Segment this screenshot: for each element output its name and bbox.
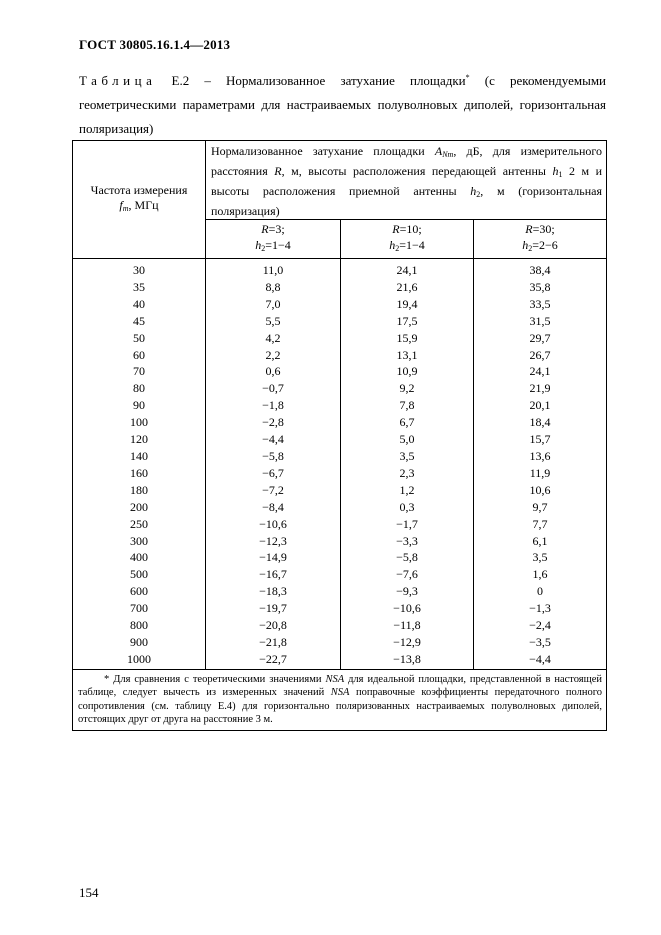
nsa-value-cell: −12,9 bbox=[341, 634, 474, 651]
frequency-cell: 35 bbox=[73, 279, 206, 296]
page-number: 154 bbox=[79, 885, 99, 900]
nsa-value-cell: 19,4 bbox=[341, 296, 474, 313]
nsa-value-cell: −8,4 bbox=[206, 499, 341, 516]
nsa-value-cell: 1,2 bbox=[341, 482, 474, 499]
caption-rest-3: горизонтальная поляризация) bbox=[79, 97, 606, 136]
nsa-value-cell: −18,3 bbox=[206, 583, 341, 600]
nsa-value-cell: 3,5 bbox=[341, 448, 474, 465]
table-row bbox=[73, 549, 607, 566]
nsa-value-cell: −5,8 bbox=[341, 549, 474, 566]
nsa-value-cell: 38,4 bbox=[474, 259, 607, 279]
table-row bbox=[73, 600, 607, 617]
caption-label: Таблица bbox=[79, 73, 157, 88]
table-row bbox=[73, 380, 607, 397]
nsa-value-cell: 7,8 bbox=[341, 397, 474, 414]
nsa-value-cell: −9,3 bbox=[341, 583, 474, 600]
frequency-cell: 800 bbox=[73, 617, 206, 634]
nsa-value-cell: 13,1 bbox=[341, 347, 474, 364]
nsa-value-cell: −21,8 bbox=[206, 634, 341, 651]
nsa-value-cell: −10,6 bbox=[341, 600, 474, 617]
nsa-value-cell: 9,7 bbox=[474, 499, 607, 516]
frequency-cell: 30 bbox=[73, 259, 206, 279]
nsa-value-cell: 10,9 bbox=[341, 363, 474, 380]
frequency-cell: 40 bbox=[73, 296, 206, 313]
table-row bbox=[73, 482, 607, 499]
nsa-value-cell: −3,5 bbox=[474, 634, 607, 651]
frequency-cell: 500 bbox=[73, 566, 206, 583]
nsa-value-cell: 15,9 bbox=[341, 330, 474, 347]
nsa-value-cell: −1,3 bbox=[474, 600, 607, 617]
table-row bbox=[73, 347, 607, 364]
nsa-value-cell: 15,7 bbox=[474, 431, 607, 448]
nsa-value-cell: −1,7 bbox=[341, 516, 474, 533]
nsa-value-cell: 11,9 bbox=[474, 465, 607, 482]
nsa-value-cell: −19,7 bbox=[206, 600, 341, 617]
table-body bbox=[73, 259, 607, 670]
nsa-value-cell: 31,5 bbox=[474, 313, 607, 330]
nsa-value-cell: 11,0 bbox=[206, 259, 341, 279]
nsa-value-cell: 24,1 bbox=[341, 259, 474, 279]
frequency-cell: 300 bbox=[73, 533, 206, 550]
frequency-cell: 1000 bbox=[73, 651, 206, 669]
nsa-value-cell: 7,7 bbox=[474, 516, 607, 533]
nsa-value-cell: −0,7 bbox=[206, 380, 341, 397]
frequency-cell: 90 bbox=[73, 397, 206, 414]
nsa-value-cell: −20,8 bbox=[206, 617, 341, 634]
nsa-value-cell: 29,7 bbox=[474, 330, 607, 347]
nsa-value-cell: 0 bbox=[474, 583, 607, 600]
table-row bbox=[73, 448, 607, 465]
nsa-value-cell: 18,4 bbox=[474, 414, 607, 431]
nsa-value-cell: −12,3 bbox=[206, 533, 341, 550]
caption-footnote-mark: * bbox=[465, 73, 470, 82]
frequency-cell: 160 bbox=[73, 465, 206, 482]
nsa-value-cell: −4,4 bbox=[206, 431, 341, 448]
frequency-cell: 70 bbox=[73, 363, 206, 380]
nsa-value-cell: 9,2 bbox=[341, 380, 474, 397]
caption-rest-2: геометрическими параметрами для настраиваемых полуволновых диполей, bbox=[79, 97, 514, 112]
nsa-value-cell: −22,7 bbox=[206, 651, 341, 669]
nsa-value-cell: 10,6 bbox=[474, 482, 607, 499]
nsa-value-cell: 8,8 bbox=[206, 279, 341, 296]
frequency-cell: 250 bbox=[73, 516, 206, 533]
table-row bbox=[73, 499, 607, 516]
table-row bbox=[73, 259, 607, 279]
nsa-value-cell: 33,5 bbox=[474, 296, 607, 313]
table-row bbox=[73, 431, 607, 448]
caption-dash: – bbox=[204, 73, 211, 88]
caption-number: E.2 bbox=[171, 73, 190, 88]
frequency-cell: 100 bbox=[73, 414, 206, 431]
nsa-value-cell: 5,0 bbox=[341, 431, 474, 448]
table-caption bbox=[79, 66, 606, 141]
nsa-value-cell: −3,3 bbox=[341, 533, 474, 550]
nsa-value-cell: 17,5 bbox=[341, 313, 474, 330]
nsa-value-cell: 5,5 bbox=[206, 313, 341, 330]
table-row bbox=[73, 414, 607, 431]
table-footnote: * Для сравнения с теоретическими значениями NSA для идеальной площадки, представленной в настоящей таблице, следует вычесть из измеренных значений NSA поправочные коэффициенты передаточного полного сопротивления (см. таблицу E.4) для горизонтально поляризованных настраиваемых полуволновых диполей, отстоящих друг от друга на расстояние 3 м. bbox=[73, 669, 607, 730]
nsa-value-cell: 13,6 bbox=[474, 448, 607, 465]
nsa-value-cell: 24,1 bbox=[474, 363, 607, 380]
table-row bbox=[73, 313, 607, 330]
nsa-value-cell: 35,8 bbox=[474, 279, 607, 296]
subheader-r10: R=10; $h_2=1-4$ bbox=[341, 220, 474, 259]
nsa-value-cell: 2,3 bbox=[341, 465, 474, 482]
nsa-value-cell: 20,1 bbox=[474, 397, 607, 414]
frequency-cell: 140 bbox=[73, 448, 206, 465]
table-row bbox=[73, 617, 607, 634]
nsa-value-cell: 7,0 bbox=[206, 296, 341, 313]
table-row bbox=[73, 397, 607, 414]
table-row bbox=[73, 363, 607, 380]
nsa-value-cell: 4,2 bbox=[206, 330, 341, 347]
frequency-cell: 700 bbox=[73, 600, 206, 617]
frequency-cell: 400 bbox=[73, 549, 206, 566]
nsa-value-cell: −2,4 bbox=[474, 617, 607, 634]
nsa-value-cell: −6,7 bbox=[206, 465, 341, 482]
nsa-value-cell: 2,2 bbox=[206, 347, 341, 364]
frequency-cell: 180 bbox=[73, 482, 206, 499]
nsa-table bbox=[72, 140, 607, 731]
nsa-value-cell: 21,9 bbox=[474, 380, 607, 397]
frequency-cell: 200 bbox=[73, 499, 206, 516]
frequency-cell: 45 bbox=[73, 313, 206, 330]
frequency-cell: 50 bbox=[73, 330, 206, 347]
table-row bbox=[73, 651, 607, 669]
nsa-value-cell: −16,7 bbox=[206, 566, 341, 583]
table-row bbox=[73, 465, 607, 482]
caption-rest-1: (с рекомендуемыми bbox=[484, 73, 607, 88]
nsa-value-cell: −11,8 bbox=[341, 617, 474, 634]
nsa-value-cell: −4,4 bbox=[474, 651, 607, 669]
nsa-value-cell: −7,2 bbox=[206, 482, 341, 499]
table-row bbox=[73, 296, 607, 313]
nsa-value-cell: 1,6 bbox=[474, 566, 607, 583]
document-header: ГОСТ 30805.16.1.4—2013 bbox=[79, 37, 231, 52]
subheader-r3: R=3; $h_2=1-4$ bbox=[206, 220, 341, 259]
nsa-value-cell: 21,6 bbox=[341, 279, 474, 296]
nsa-column-header: Нормализованное затухание площадки $A_{Nm}$, дБ, для измерительного расстояния R, м, высоты расположения передающей антенны $h_1$ 2 м и высоты расположения приемной антенны $h_2$, м (горизонтальная поляризация) bbox=[206, 141, 607, 220]
nsa-value-cell: −1,8 bbox=[206, 397, 341, 414]
caption-title: Нормализованное затухание площадки bbox=[226, 73, 466, 88]
nsa-value-cell: −13,8 bbox=[341, 651, 474, 669]
nsa-value-cell: −2,8 bbox=[206, 414, 341, 431]
nsa-value-cell: −14,9 bbox=[206, 549, 341, 566]
nsa-value-cell: 0,6 bbox=[206, 363, 341, 380]
nsa-value-cell: −5,8 bbox=[206, 448, 341, 465]
nsa-value-cell: 6,1 bbox=[474, 533, 607, 550]
frequency-column-header: Частота измерения $f_m$, МГц bbox=[73, 141, 206, 259]
frequency-cell: 120 bbox=[73, 431, 206, 448]
table-row bbox=[73, 634, 607, 651]
frequency-cell: 80 bbox=[73, 380, 206, 397]
nsa-value-cell: 26,7 bbox=[474, 347, 607, 364]
nsa-value-cell: 3,5 bbox=[474, 549, 607, 566]
table-row bbox=[73, 516, 607, 533]
table-row bbox=[73, 279, 607, 296]
nsa-value-cell: 0,3 bbox=[341, 499, 474, 516]
table-row bbox=[73, 533, 607, 550]
table-row bbox=[73, 566, 607, 583]
subheader-r30: R=30; $h_2=2-6$ bbox=[474, 220, 607, 259]
table-row bbox=[73, 330, 607, 347]
frequency-cell: 900 bbox=[73, 634, 206, 651]
table-row bbox=[73, 583, 607, 600]
frequency-cell: 60 bbox=[73, 347, 206, 364]
nsa-value-cell: −10,6 bbox=[206, 516, 341, 533]
nsa-value-cell: −7,6 bbox=[341, 566, 474, 583]
frequency-cell: 600 bbox=[73, 583, 206, 600]
nsa-value-cell: 6,7 bbox=[341, 414, 474, 431]
